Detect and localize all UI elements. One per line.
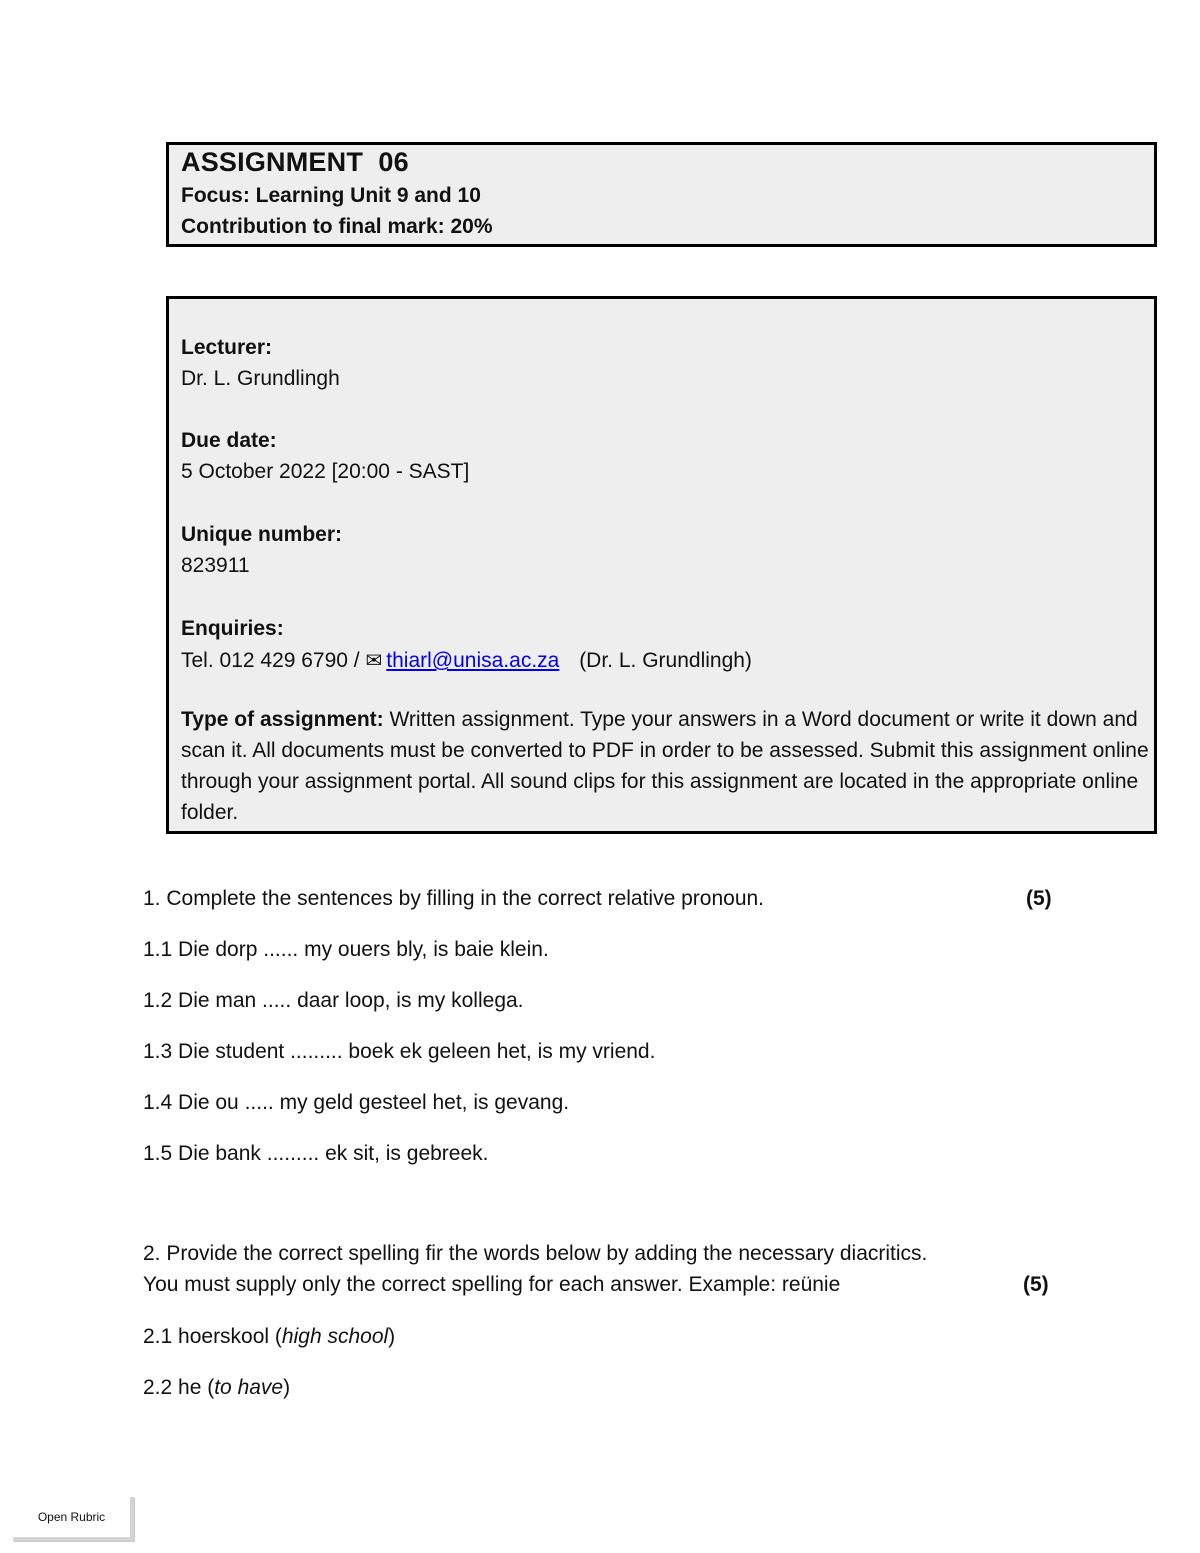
assignment-info-box — [166, 296, 1157, 834]
question-1-item: 1.1 Die dorp ...... my ouers bly, is baie klein. — [143, 938, 549, 961]
mail-icon: ✉ — [365, 650, 383, 672]
type-label: Type of assignment: — [181, 708, 384, 731]
question-2-prompt-line-2: You must supply only the correct spelling for each answer. Example: reünie — [143, 1273, 841, 1296]
enquiries-line — [181, 648, 752, 673]
assignment-title: ASSIGNMENT 06 — [181, 147, 409, 177]
due-date-label: Due date: — [181, 429, 277, 452]
unique-number-value: 823911 — [181, 554, 250, 577]
enquiries-label: Enquiries: — [181, 617, 284, 640]
enquiries-name: (Dr. L. Grundlingh) — [579, 649, 752, 672]
question-1-item: 1.4 Die ou ..... my geld gesteel het, is gevang. — [143, 1091, 570, 1114]
type-text: Written assignment. Type your answers in a Word document or write it down and scan it. All documents must be converted to PDF in order to be assessed. Submit this assignment online through your assignment portal. All sound clips for this assignment are located in the appropriate online folder. — [181, 708, 1149, 824]
question-2-item-1 — [143, 1325, 395, 1349]
due-date-value: 5 October 2022 [20:00 - SAST] — [181, 460, 470, 483]
lecturer-value: Dr. L. Grundlingh — [181, 367, 340, 390]
enquiries-email-link[interactable]: thiarl@unisa.ac.za — [386, 649, 560, 672]
item-translation: to have — [214, 1376, 284, 1399]
lecturer-label: Lecturer: — [181, 336, 273, 359]
unique-number-label: Unique number: — [181, 523, 342, 546]
contribution-line: Contribution to final mark: 20% — [181, 215, 493, 238]
enquiries-tel: Tel. 012 429 6790 / — [181, 649, 360, 672]
open-rubric-button[interactable]: Open Rubric — [13, 1497, 134, 1541]
item-prefix: 2.2 he ( — [143, 1376, 215, 1399]
question-2-marks: (5) — [1023, 1273, 1049, 1296]
assignment-header-box — [166, 142, 1157, 247]
assignment-type-paragraph — [181, 704, 1149, 828]
question-1-marks: (5) — [1026, 887, 1052, 910]
item-suffix: ) — [283, 1376, 291, 1399]
question-2-prompt-line-1: 2. Provide the correct spelling fir the words below by adding the necessary diacritics. — [143, 1242, 928, 1265]
item-translation: high school — [281, 1325, 389, 1348]
question-2-item-2 — [143, 1376, 290, 1400]
question-1-item: 1.2 Die man ..... daar loop, is my kollega. — [143, 989, 524, 1012]
question-1-item: 1.5 Die bank ......... ek sit, is gebreek. — [143, 1142, 489, 1165]
item-suffix: ) — [388, 1325, 396, 1348]
item-prefix: 2.1 hoerskool ( — [143, 1325, 282, 1348]
question-1-item: 1.3 Die student ......... boek ek geleen het, is my vriend. — [143, 1040, 656, 1063]
question-1-prompt: 1. Complete the sentences by filling in the correct relative pronoun. — [143, 887, 765, 910]
focus-line: Focus: Learning Unit 9 and 10 — [181, 184, 481, 207]
